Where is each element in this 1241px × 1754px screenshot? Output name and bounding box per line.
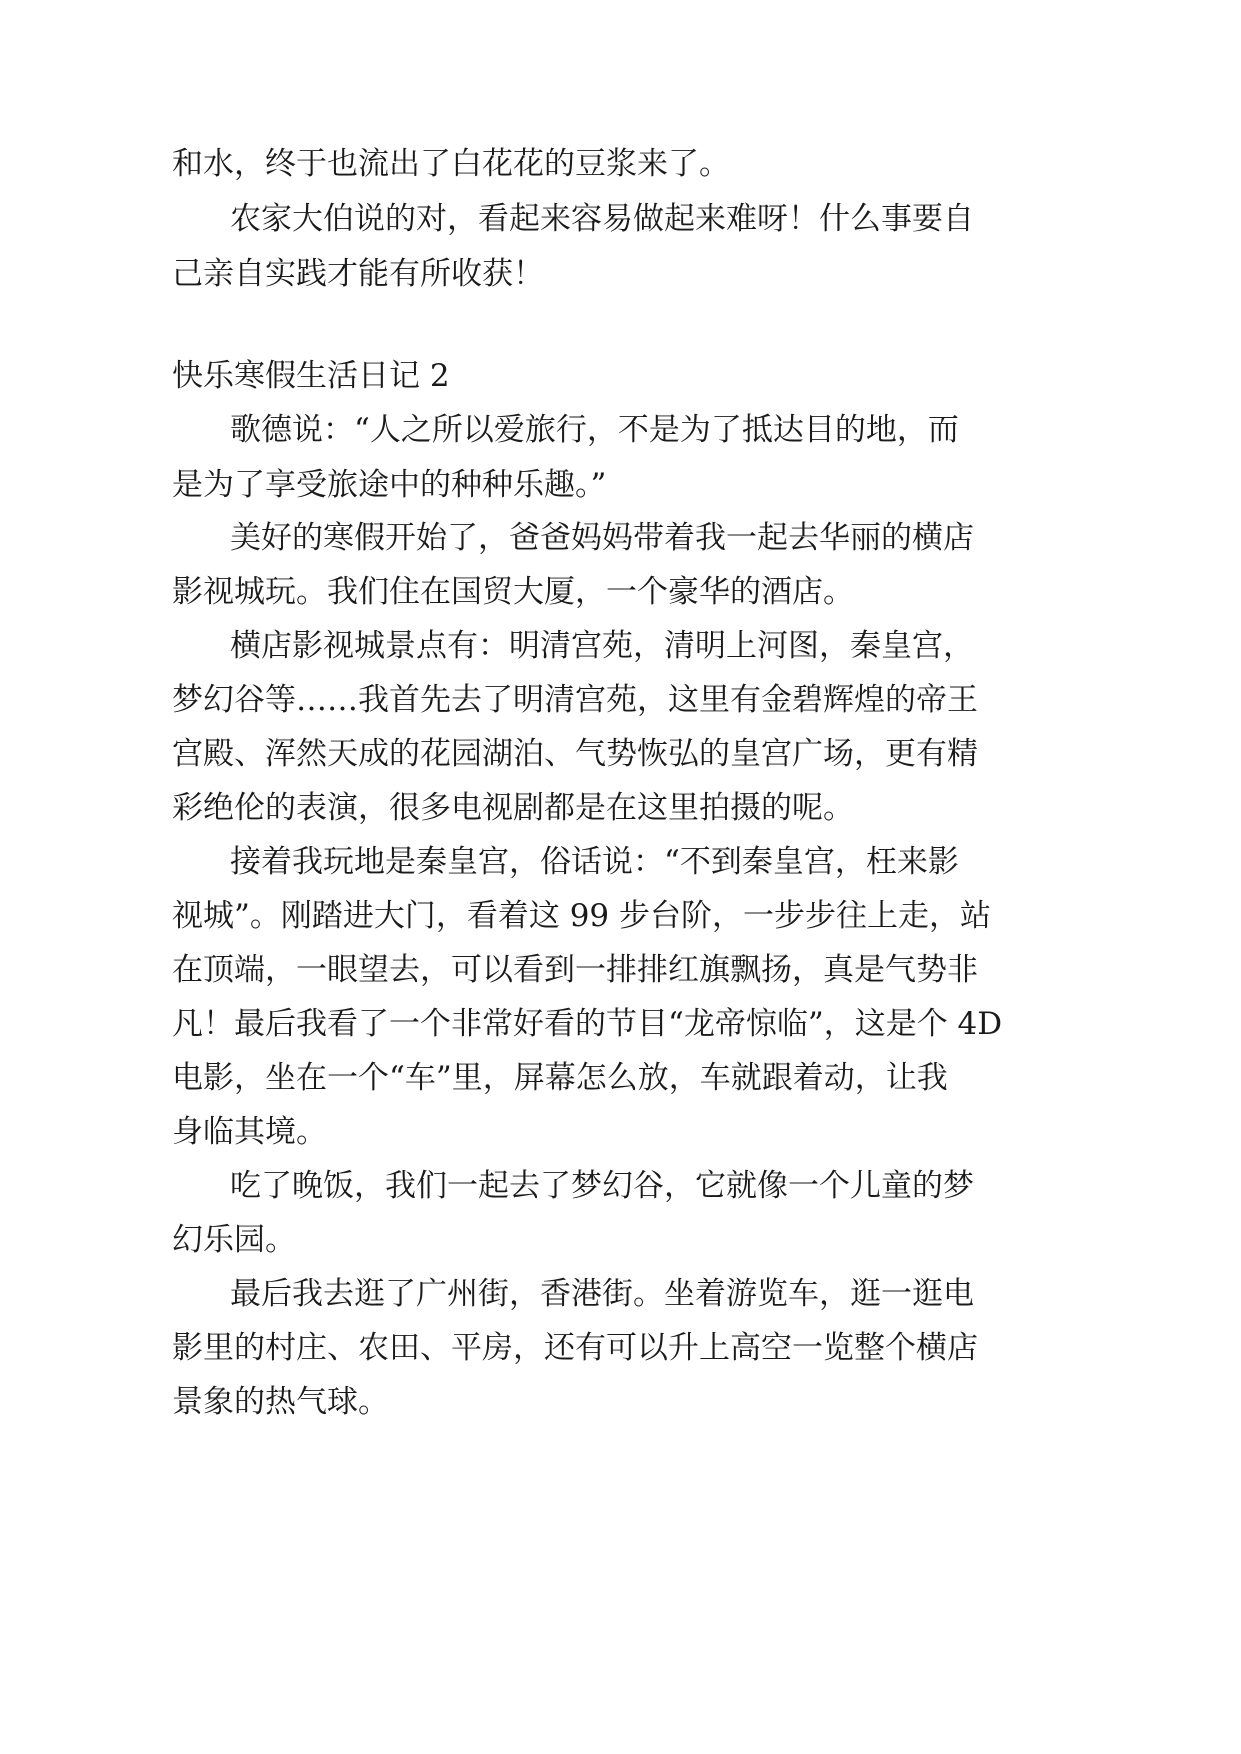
paragraph-line: 电影，坐在一个“车”里，屏幕怎么放，车就跟着动，让我 (172, 1060, 948, 1096)
paragraph-line: 己亲自实践才能有所收获！ (172, 256, 544, 292)
paragraph-line: 美好的寒假开始了，爸爸妈妈带着我一起去华丽的横店 (230, 520, 974, 556)
paragraph-line: 凡！最后我看了一个非常好看的节目“龙帝惊临”，这是个 4D (172, 1006, 1003, 1042)
paragraph-line: 和水，终于也流出了白花花的豆浆来了。 (172, 146, 730, 182)
paragraph-line: 接着我玩地是秦皇宫，俗话说：“不到秦皇宫，枉来影 (230, 844, 959, 880)
paragraph-line: 宫殿、浑然天成的花园湖泊、气势恢弘的皇宫广场，更有精 (172, 736, 978, 772)
paragraph-line: 身临其境。 (172, 1114, 327, 1150)
paragraph-line: 最后我去逛了广州街，香港街。坐着游览车，逛一逛电 (230, 1276, 974, 1312)
paragraph-line: 农家大伯说的对，看起来容易做起来难呀！什么事要自 (230, 201, 974, 237)
paragraph-line: 彩绝伦的表演，很多电视剧都是在这里拍摄的呢。 (172, 790, 854, 826)
paragraph-line: 幻乐园。 (172, 1222, 296, 1258)
paragraph-line: 歌德说：“人之所以爱旅行，不是为了抵达目的地，而 (230, 412, 959, 448)
paragraph-line: 在顶端，一眼望去，可以看到一排排红旗飘扬，真是气势非 (172, 952, 978, 988)
paragraph-line: 横店影视城景点有：明清宫苑，清明上河图，秦皇宫， (230, 628, 974, 664)
paragraph-line: 景象的热气球。 (172, 1384, 389, 1420)
paragraph-line: 影里的村庄、农田、平房，还有可以升上高空一览整个横店 (172, 1330, 978, 1366)
paragraph-line: 影视城玩。我们住在国贸大厦，一个豪华的酒店。 (172, 574, 854, 610)
section-title: 快乐寒假生活日记 2 (172, 358, 450, 394)
paragraph-line: 是为了享受旅途中的种种乐趣。” (172, 467, 607, 503)
paragraph-line: 视城”。刚踏进大门，看着这 99 步台阶，一步步往上走，站 (172, 898, 991, 934)
paragraph-line: 梦幻谷等……我首先去了明清宫苑，这里有金碧辉煌的帝王 (172, 682, 978, 718)
paragraph-line: 吃了晚饭，我们一起去了梦幻谷，它就像一个儿童的梦 (230, 1168, 974, 1204)
